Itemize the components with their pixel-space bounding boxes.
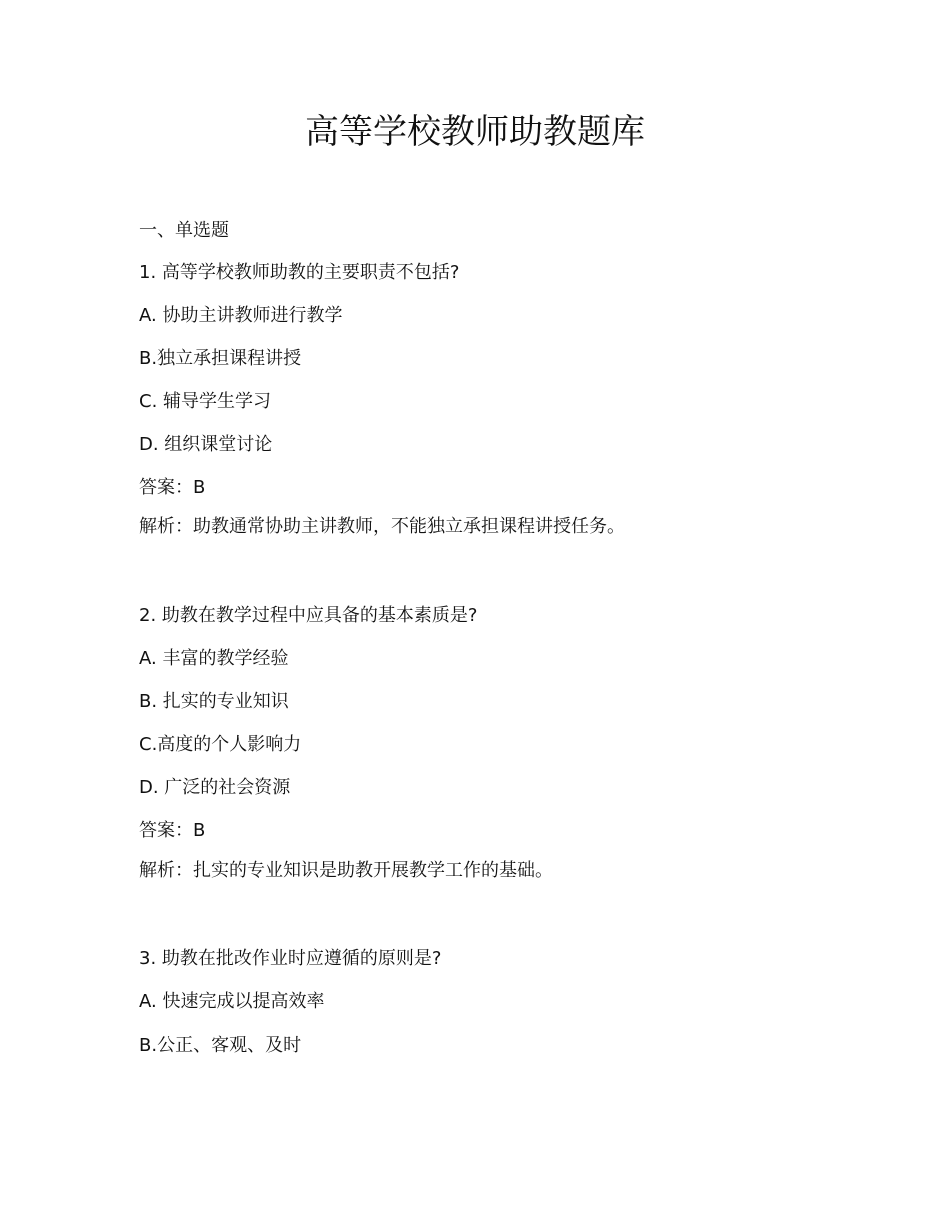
question-1-stem: 1. 高等学校教师助教的主要职责不包括? [139, 262, 460, 283]
question-2-option-c: C.高度的个人影响力 [139, 734, 302, 755]
question-3-option-b: B.公正、客观、及时 [139, 1035, 302, 1056]
question-2-option-d: D. 广泛的社会资源 [139, 777, 291, 798]
question-3-option-a: A. 快速完成以提高效率 [139, 991, 325, 1012]
question-1-option-c: C. 辅导学生学习 [139, 391, 272, 412]
question-3-stem: 3. 助教在批改作业时应遵循的原则是? [139, 948, 442, 969]
section-heading: 一、单选题 [139, 220, 229, 241]
question-1-option-a: A. 协助主讲教师进行教学 [139, 305, 343, 326]
document-title: 高等学校教师助教题库 [305, 112, 645, 152]
question-2-stem: 2. 助教在教学过程中应具备的基本素质是? [139, 605, 478, 626]
question-2-analysis: 解析：扎实的专业知识是助教开展教学工作的基础。 [139, 860, 553, 881]
question-2-option-a: A. 丰富的教学经验 [139, 648, 289, 669]
question-1-option-d: D. 组织课堂讨论 [139, 434, 273, 455]
question-1-option-b: B.独立承担课程讲授 [139, 348, 302, 369]
question-1-answer: 答案：B [139, 477, 206, 498]
question-2-answer: 答案：B [139, 820, 206, 841]
question-2-option-b: B. 扎实的专业知识 [139, 691, 289, 712]
question-1-analysis: 解析：助教通常协助主讲教师，不能独立承担课程讲授任务。 [139, 516, 625, 537]
